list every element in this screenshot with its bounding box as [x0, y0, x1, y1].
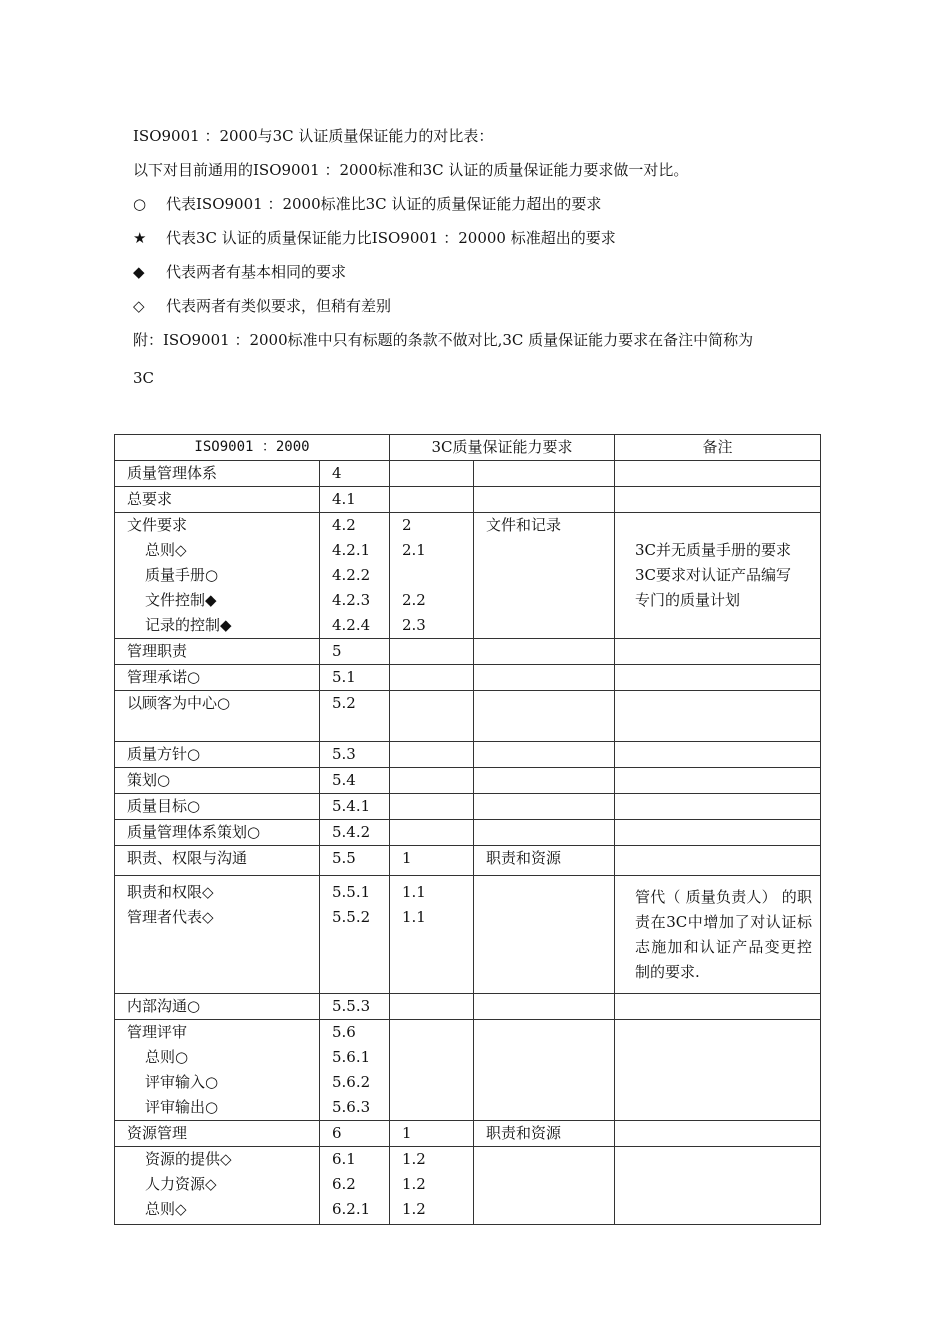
clause-name: 质量管理体系策划○ — [115, 820, 320, 846]
clause-name-group — [115, 876, 320, 994]
header-remark: 备注 — [615, 435, 821, 461]
clause-number-group: 6.1 6.2 6.2.1 — [320, 1147, 390, 1225]
clause-number: 6 — [320, 1121, 390, 1147]
clause-number-group: 5.6 5.6.1 5.6.2 5.6.3 — [320, 1020, 390, 1121]
table-row — [115, 846, 821, 876]
circle-icon: ○ — [133, 195, 147, 213]
clause-name: 总要求 — [115, 487, 320, 513]
clause-number: 5.4.2 — [320, 820, 390, 846]
table-header-row — [115, 435, 821, 461]
note-line-2: 3C — [133, 369, 155, 387]
clause-name-group — [115, 1020, 320, 1121]
table-row — [115, 691, 821, 742]
clause-number-group: 4.2 4.2.1 4.2.2 4.2.3 4.2.4 — [320, 513, 390, 639]
remark: 3C并无质量手册的要求 3C要求对认证产品编写 专门的质量计划 — [615, 513, 821, 639]
table-row — [115, 665, 821, 691]
clause-name: 内部沟通○ — [115, 994, 320, 1020]
clause-number: 5.4 — [320, 768, 390, 794]
clause-name: 管理职责 — [115, 639, 320, 665]
clause-name: 文件控制◆ — [145, 591, 217, 609]
clause-name: 职责、权限与沟通 — [115, 846, 320, 876]
header-3c: 3C质量保证能力要求 — [390, 435, 615, 461]
clause-name: 人力资源◇ — [145, 1175, 217, 1193]
ccc-number-group: 2 2.1 2.2 2.3 — [390, 513, 474, 639]
legend-item: ◇ 代表两者有类似要求，但稍有差别 — [133, 297, 392, 315]
star-icon: ★ — [133, 229, 147, 247]
header-iso: ISO9001 ：2000 — [115, 435, 390, 461]
legend-item: ★ 代表3C 认证的质量保证能力比ISO9001 ：20000 标准超出的要求 — [133, 229, 616, 247]
table-row — [115, 1121, 821, 1147]
hollow-diamond-icon: ◇ — [133, 297, 145, 315]
table-row — [115, 994, 821, 1020]
legend-item: ◆ 代表两者有基本相同的要求 — [133, 263, 347, 281]
table-row — [115, 513, 821, 639]
clause-name-group — [115, 513, 320, 639]
clause-number: 5 — [320, 639, 390, 665]
clause-name: 评审输出○ — [145, 1098, 219, 1116]
clause-name: 以顾客为中心○ — [115, 691, 320, 742]
clause-name: 策划○ — [115, 768, 320, 794]
clause-number: 5.5 — [320, 846, 390, 876]
remark: 管代（ 质量负责人） 的职责在3C中增加了对认证标志施加和认证产品变更控制的要求. — [615, 876, 821, 994]
table-row — [115, 876, 821, 994]
table-row — [115, 639, 821, 665]
ccc-title: 职责和资源 — [474, 846, 615, 876]
clause-name: 质量方针○ — [115, 742, 320, 768]
clause-name: 评审输入○ — [145, 1073, 219, 1091]
table-row — [115, 461, 821, 487]
clause-name: 资源的提供◇ — [145, 1150, 232, 1168]
clause-name: 总则◇ — [145, 541, 187, 559]
clause-name: 记录的控制◆ — [145, 616, 232, 634]
ccc-number-group: 1.1 1.1 — [390, 876, 474, 994]
table-row — [115, 487, 821, 513]
table-row — [115, 794, 821, 820]
table-row — [115, 1020, 821, 1121]
ccc-number-group: 1.2 1.2 1.2 — [390, 1147, 474, 1225]
clause-name: 职责和权限◇ — [127, 883, 214, 901]
comparison-table — [114, 434, 821, 1225]
lead-paragraph: 以下对目前通用的ISO9001 ：2000标准和3C 认证的质量保证能力要求做一对比。 — [133, 161, 689, 179]
ccc-title: 文件和记录 — [474, 513, 615, 639]
clause-number-group: 5.5.1 5.5.2 — [320, 876, 390, 994]
note-line-1: 附：ISO9001 ：2000标准中只有标题的条款不做对比,3C 质量保证能力要求在备注中简称为 — [133, 331, 754, 349]
ccc-title: 职责和资源 — [474, 1121, 615, 1147]
clause-number: 5.3 — [320, 742, 390, 768]
clause-number: 5.2 — [320, 691, 390, 742]
clause-name: 管理者代表◇ — [127, 908, 214, 926]
document-title: ISO9001 ：2000与3C 认证质量保证能力的对比表： — [133, 127, 494, 145]
ccc-number: 1 — [390, 846, 474, 876]
clause-name: 管理评审 — [127, 1023, 188, 1041]
clause-name: 质量目标○ — [115, 794, 320, 820]
clause-name: 资源管理 — [115, 1121, 320, 1147]
clause-name-group — [115, 1147, 320, 1225]
legend-item: ○ 代表ISO9001 ：2000标准比3C 认证的质量保证能力超出的要求 — [133, 195, 602, 213]
ccc-number: 1 — [390, 1121, 474, 1147]
clause-name: 文件要求 — [127, 516, 188, 534]
clause-number: 4.1 — [320, 487, 390, 513]
clause-name: 总则○ — [145, 1048, 189, 1066]
table-row — [115, 820, 821, 846]
filled-diamond-icon: ◆ — [133, 263, 145, 281]
table-row — [115, 768, 821, 794]
clause-name: 管理承诺○ — [115, 665, 320, 691]
clause-number: 5.5.3 — [320, 994, 390, 1020]
clause-number: 5.4.1 — [320, 794, 390, 820]
clause-name: 质量管理体系 — [115, 461, 320, 487]
table-row — [115, 1147, 821, 1225]
clause-name: 质量手册○ — [145, 566, 219, 584]
table-row — [115, 742, 821, 768]
clause-name: 总则◇ — [145, 1200, 187, 1218]
clause-number: 5.1 — [320, 665, 390, 691]
clause-number: 4 — [320, 461, 390, 487]
